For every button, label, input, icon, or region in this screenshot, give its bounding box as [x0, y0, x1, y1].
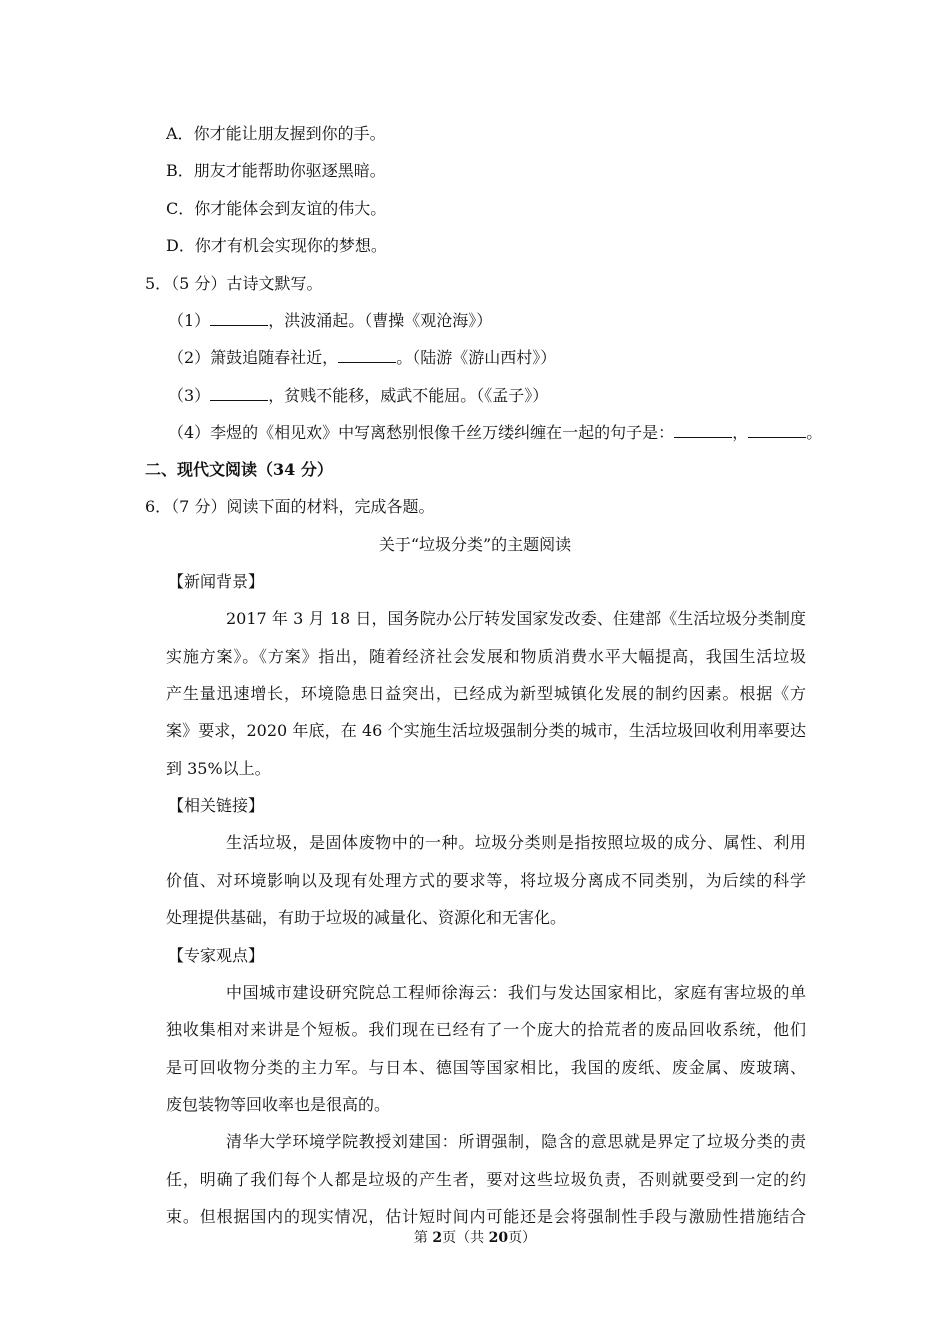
paragraph-line: 废包装物等回收率也是很高的。 — [166, 1095, 391, 1114]
paragraph-line: 实施方案》。《方案》指出，随着经济社会发展和物质消费水平大幅提高，我国生活垃圾 — [166, 647, 806, 666]
section-heading: 二、现代文阅读（34 分） — [145, 460, 333, 479]
option-d — [166, 236, 387, 256]
fill-blank — [210, 386, 268, 401]
question-6-stem: 6．（7 分）阅读下面的材料，完成各题。 — [145, 497, 435, 516]
fill-blank — [210, 311, 268, 326]
q5-item-1: （1） ，洪波涌起。（曹操《观沧海》） — [168, 311, 493, 330]
paragraph-line: 产生量迅速增长，环境隐患日益突出，已经成为新型城镇化发展的制约因素。根据《方 — [166, 684, 806, 703]
paragraph-line: 到 35%以上。 — [166, 759, 271, 778]
option-letter: C． — [166, 199, 195, 218]
page-number: 2 — [432, 1230, 443, 1246]
paragraph-line: 任，明确了我们每个人都是垃圾的产生者，要对这些垃圾负责，否则就要受到一定的约 — [166, 1170, 806, 1189]
fill-blank — [674, 423, 732, 438]
q5-item-4: （4）李煜的《相见欢》中写离愁别恨像千丝万缕纠缠在一起的句子是： ， 。 — [168, 423, 823, 442]
paragraph-line: 处理提供基础，有助于垃圾的减量化、资源化和无害化。 — [166, 908, 567, 927]
link-heading: 【相关链接】 — [168, 796, 265, 815]
paragraph-line: 是可回收物分类的主力军。与日本、德国等国家相比，我国的废纸、废金属、废玻璃、 — [166, 1058, 806, 1077]
paragraph-line: 2017 年 3 月 18 日，国务院办公厅转发国家发改委、住建部《生活垃圾分类制度 — [226, 609, 806, 628]
option-letter: D． — [166, 236, 195, 255]
paragraph-line: 独收集相对来讲是个短板。我们现在已经有了一个庞大的拾荒者的废品回收系统，他们 — [166, 1020, 806, 1039]
option-b — [166, 161, 386, 181]
page-footer: 第 2页（共 20页） — [413, 1230, 537, 1246]
option-text: 朋友才能帮助你驱逐黑暗。 — [193, 161, 386, 180]
paragraph-line: 生活垃圾，是固体废物中的一种。垃圾分类则是指按照垃圾的成分、属性、利用 — [226, 833, 806, 852]
option-letter: B． — [166, 161, 194, 180]
q5-item-2: （2）箫鼓追随春社近， 。（陆游《游山西村》） — [168, 348, 557, 367]
fill-blank — [748, 423, 806, 438]
paragraph-line: 清华大学环境学院教授刘建国：所谓强制，隐含的意思就是界定了垃圾分类的责 — [226, 1132, 806, 1151]
paragraph-line: 案》要求，2020 年底，在 46 个实施生活垃圾强制分类的城市，生活垃圾回收利用率要达 — [166, 721, 806, 740]
paragraph-line: 中国城市建设研究院总工程师徐海云：我们与发达国家相比，家庭有害垃圾的单 — [226, 983, 806, 1002]
paragraph-line: 价值、对环境影响以及现有处理方式的要求等，将垃圾分离成不同类别，为后续的科学 — [166, 871, 806, 890]
option-c — [166, 199, 386, 219]
fill-blank — [338, 348, 396, 363]
news-heading: 【新闻背景】 — [168, 572, 265, 591]
option-text: 你才能体会到友谊的伟大。 — [194, 199, 387, 218]
paragraph-line: 束。但根据国内的现实情况，估计短时间内可能还是会将强制性手段与激励性措施结合 — [166, 1207, 806, 1226]
question-5-stem: 5．（5 分）古诗文默写。 — [145, 274, 323, 293]
option-letter: A． — [166, 124, 194, 143]
expert-heading: 【专家观点】 — [168, 946, 265, 965]
q5-item-3: （3） ，贫贱不能移，威武不能屈。（《孟子》） — [168, 386, 549, 405]
page-total: 20 — [488, 1230, 509, 1246]
option-text: 你才有机会实现你的梦想。 — [194, 236, 387, 255]
reading-title: 关于“垃圾分类”的主题阅读 — [378, 535, 572, 554]
option-a — [166, 124, 386, 144]
option-text: 你才能让朋友握到你的手。 — [193, 124, 386, 143]
